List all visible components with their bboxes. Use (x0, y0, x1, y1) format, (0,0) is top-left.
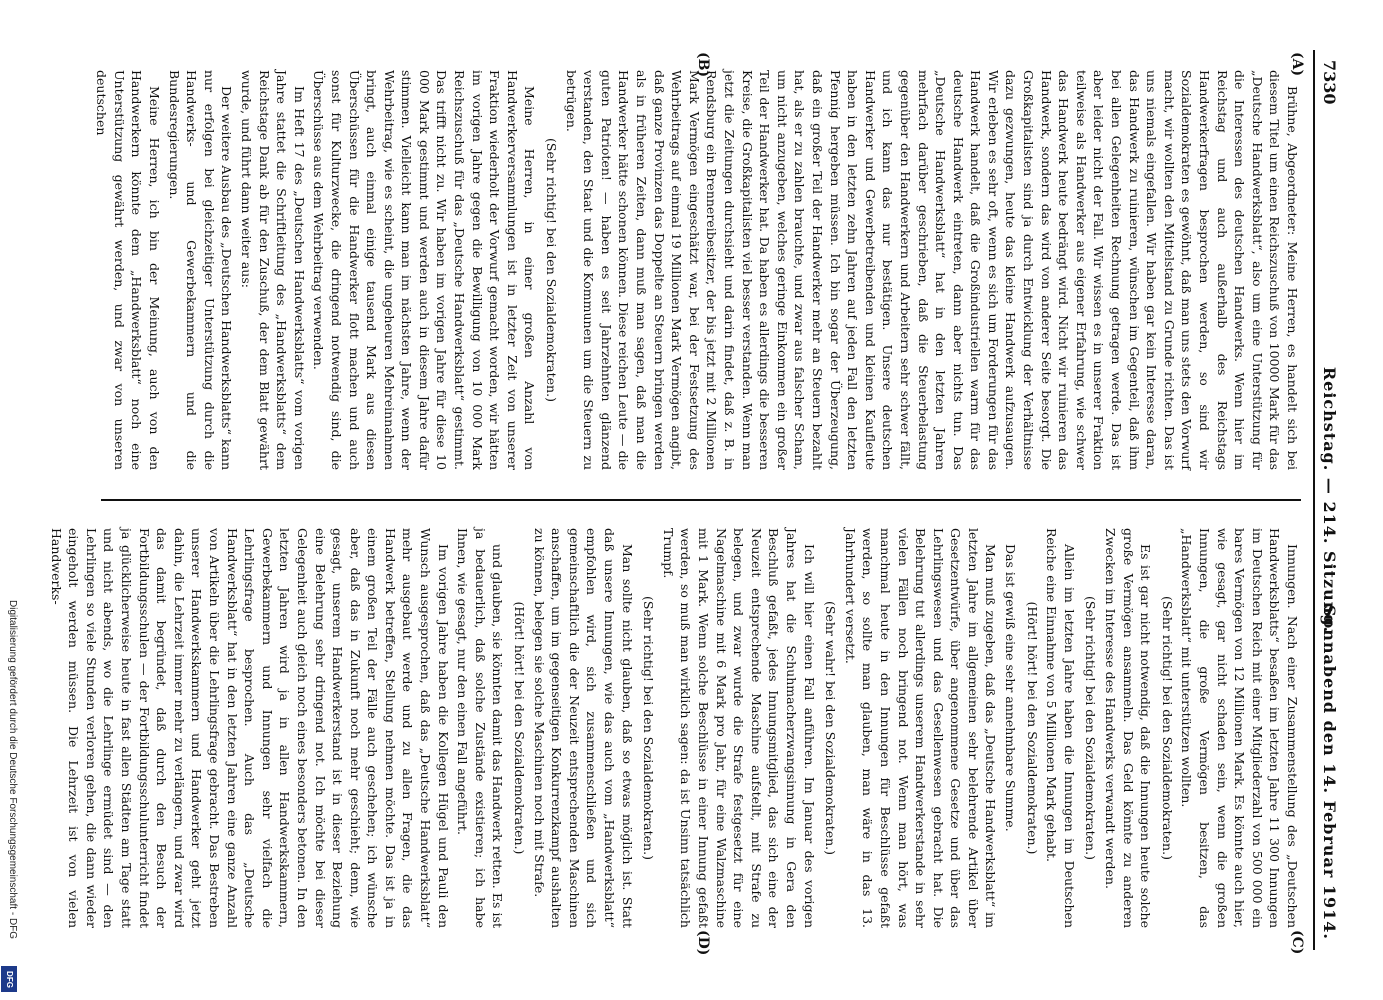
quote-paragraph: Der weitere Ausbau des „Deutschen Handwerksblatts“ kann nur erfolgen bei gleichzeitiger Unterstützung durch die Handwerks- und Gewerbekammern und die Bundesregierungen. (166, 70, 235, 470)
paragraph: und glauben, sie könnten damit das Handwerk retten. Es ist ja bedauerlich, daß solche Zustände existieren; ich habe Ihnen, wie gesagt, nur den einen Fall angeführt. (455, 528, 506, 928)
interjection: (Sehr wahr! bei den Sozialdemokraten.) (823, 600, 839, 856)
paragraph: Ich will hier einen Fall anführen. Im Januar des vorigen Jahres hat die Schuhmacherzwangsinnung in Gera den Beschluß gefaßt, jedes Innungsmitglied, das sich eine der Neuzeit entsprechende Maschine aufstellt, mit Strafe zu belegen, und zwar wurde die Strafe festgesetzt für eine Nagelmaschine mit 6 Mark pro Jahr, für eine Walzmaschine mit 1 Mark. Wenn solche Beschlüsse in einer Innung gefaßt werden, so muß man wirklich sagen: da ist Unsinn tatsächlich Trumpf. (660, 528, 817, 928)
paragraph: Es ist gar nicht notwendig, daß die Innungen heute solche große Vermögen ansammeln. Das Geld könnte zu anderen Zwecken im Interesse des Handwerks verwandt werden. (1103, 528, 1154, 928)
left-column (91, 70, 1301, 470)
interjection: (Sehr richtig! bei den Sozialdemokraten.) (544, 138, 560, 402)
marker-d: (D) (695, 930, 711, 956)
paragraph: Im vorigen Jahre haben die Kollegen Hügel und Pauli den Wunsch ausgesprochen, daß das „Deutsche Handwerksblatt“ mehr ausgebaut werde und zu allen Fragen, die das Handwerk betreffen, Stellung nehmen möchte. Das ist ja in einem großen Teil der Fälle auch geschehen; ich wünsche aber, daß das in Zukunft noch mehr geschieht; denn, wie gesagt, unserem Handwerkerstand ist in dieser Beziehung eine Belehrung sehr dringend not. Ich möchte bei dieser Gelegenheit auch gleich noch eines besonders betonen. In den letzten Jahren wird ja in allen Handwerkskammern, Gewerbekammern und Innungen sehr vielfach die Lehrlingsfrage besprochen. Auch das „Deutsche Handwerksblatt“ hat in den letzten Jahren eine ganze Anzahl von Artikeln über die Lehrlingsfrage gebracht. Das Bestreben unserer Handwerkskammern und Handwerker geht jetzt dahin, die Lehrzeit immer mehr zu verlängern, und zwar wird das damit begründet, daß durch den Besuch der Fortbildungsschulen — der Fortbildungsschulunterricht findet ja glücklicherweise heute in fast allen Städten am Tage statt und nicht abends, wo die Lehrlinge ermüdet sind — den Lehrlingen so viele Stunden verloren gehen, die dann wieder eingeholt werden müssen. Die Lehrzeit ist von vielen Handwerks- (48, 528, 451, 928)
marker-a: (A) (1289, 52, 1305, 77)
interjection: (Sehr richtig! bei den Sozialdemokraten.) (1083, 596, 1099, 860)
page-number: 7330 (1320, 60, 1339, 105)
paragraph: Allein im letzten Jahre haben die Innungen im Deutschen Reiche eine Einnahme von 5 Millionen Mark gehabt. (1044, 528, 1077, 928)
marker-b: (B) (695, 52, 711, 78)
digitization-credit (0, 600, 20, 1000)
paragraph: Man sollte nicht glauben, daß so etwas möglich ist. Statt daß unsere Innungen, wie das auch vom „Handwerksblatt“ empfohlen wird, sich zusammenschließen und sich gemeinschaftlich die der Neuzeit entsprechenden Maschinen anschaffen, um im gegenseitigen Konkurrenzkampf aushalten zu können, belegen sie solche Maschinen noch mit Strafe. (531, 528, 635, 928)
paragraph: Meine Herren, in einer großen Anzahl von Handwerkerversammlungen ist in letzter Zeit von unserer Fraktion wiederholt der Vorwurf gemacht worden, wir hätten im vorigen Jahre gegen die Bewilligung von 10 000 Mark Reichszuschuß für das „Deutsche Handwerksblatt“ gestimmt. Das trifft nicht zu. Wir haben im vorigen Jahre für diese 10 000 Mark gestimmt und werden auch in diesem Jahre dafür stimmen. Vielleicht kann man im nächsten Jahre, wenn der Wehrbeitrag, wie es scheint, die ungeheuren Mehreinnahmen bringt, auch einmal einige tausend Mark aus diesen Überschüssen für die Handwerker flott machen und auch sonst für Kulturzwecke, die dringend notwendig sind, die Überschüsse aus dem Wehrbeitrag verwenden. (311, 70, 538, 470)
marker-c: (C) (1289, 930, 1305, 955)
paragraph: Das ist gewiß eine sehr annehmbare Summe. (1003, 544, 1019, 832)
column-divider (101, 499, 1301, 501)
interjection: (Hört! hört! bei den Sozialdemokraten.) (1024, 601, 1040, 855)
paragraph: Man muß zugeben, daß das „Deutsche Handwerksblatt“ im letzten Jahre im allgemeinen sehr belehrende Artikel über Gesetzentwürfe, über angenommene Gesetze und über das Lehrlingswesen und das Gesellenwesen gebracht hat. Die Belehrung tut allerdings unserem Handwerkerstande in sehr vielen Fällen noch bringend not. Wenn man hört, was manchmal heute in den Innungen für Beschlüsse gefaßt werden, so sollte man glauben, man wäre in das 13. Jahrhundert versetzt. (842, 528, 999, 928)
interjection: (Hört! hört! bei den Sozialdemokraten.) (512, 601, 528, 855)
page-header (1303, 50, 1343, 950)
page-title: Reichstag. — 214. Sitzung. (1320, 366, 1339, 634)
interjection: (Sehr richtig! bei den Sozialdemokraten.) (641, 596, 657, 860)
right-column (48, 528, 1301, 928)
page-date: Sonnabend den 14. Februar 1914. (1320, 605, 1339, 940)
paragraph: Brühne, Abgeordneter: Meine Herren, es handelt sich bei diesem Titel um einen Reichszuschuß von 10000 Mark für das „Deutsche Handwerksblatt“, also um eine Unterstützung für die Interessen des deutschen Handwerks. Wenn hier im Reichstag und auch außerhalb des Reichstags Handwerkerfragen besprochen werden, so sind wir Sozialdemokraten es gewöhnt, daß man uns stets den Vorwurf macht, wir wollten den Mittelstand zu Grunde richten. Das ist uns niemals eingefallen. Wir haben gar kein Interesse daran, das Handwerk zu ruinieren, wünschen im Gegenteil, daß ihm bei allen Gelegenheiten Rechnung getragen werde. Das ist aber leider nicht der Fall. Wir wissen es in unserer Fraktion teilweise als Handwerker aus eigener Erfahrung, wie schwer das Handwerk heute bedrängt wird. Nicht wir ruinieren das Handwerk, sondern das wird von anderer Seite besorgt. Die Großkapitalisten sind ja durch Entwicklung der Verhältnisse dazu gezwungen, heute das kleine Handwerk aufzusaugen. Wir erleben es sehr oft, wenn es sich um Forderungen für das Handwerk handelt, daß die Großindustriellen warm für das deutsche Handwerk eintreten, dann aber nichts tun. Das „Deutsche Handwerksblatt“ hat in den letzten Jahren mehrfach darüber geschrieben, daß die Steuerbelastung gegenüber den Handwerkern und Arbeitern sehr schwer fällt, und ich kann das nur bestätigen. Unsere deutschen Handwerker und Gewerbetreibenden und kleinen Kaufleute haben in den letzten zehn Jahren auf jeden Fall den letzten Pfennig hergeben müssen. Ich bin sogar der Überzeugung, daß ein großer Teil der Handwerker mehr an Steuern bezahlt hat, als er zu zahlen brauchte, und zwar aus falscher Scham, um nicht anzugeben, welches geringe Einkommen ein großer Teil der Handwerker hat. Da haben es allerdings die besseren Kreise, die Großkapitalisten viel besser verstanden. Wenn man jetzt die Zeitungen durchsieht und darin findet, daß z. B. in Rendsburg ein Brennereibesitzer, der bis jetzt mit 2 Millionen Mark Vermögen eingeschätzt war, bei der Festsetzung des Wehrbeitrags auf einmal 19 Millionen Mark Vermögen angibt, daß ganze Provinzen das Doppelte an Steuern bringen werden als in früheren Zeiten, dann muß man sagen, daß man die Handwerker hätte schonen können. Diese reichen Leute — die guten Patrioten! — haben es seit Jahrzehnten glänzend verstanden, den Staat und die Kommunen um die Steuern zu betrügen. (563, 70, 1300, 470)
interjection: (Sehr richtig! bei den Sozialdemokraten.) (1159, 596, 1175, 860)
header-rule (1313, 50, 1315, 950)
paragraph: Im Heft 17 des „Deutschen Handwerksblatts“ vom vorigen Jahre stattet die Schriftleitung des „Handwerksblatts“ dem Reichstage Dank ab für den Zuschuß, der dem Blatt gewährt wurde, und führt dann weiter aus: (238, 70, 307, 470)
paragraph: Innungen. Nach einer Zusammenstellung des „Deutschen Handwerksblatts“ besaßen im letzten Jahre 11 300 Innungen im Deutschen Reich mit einer Mitgliederzahl von 500 000 ein bares Vermögen von 12 Millionen Mark. Es könnte auch hier, wie gesagt, gar nicht schaden sein, wenn die großen Innungen, die große Vermögen besitzen, das „Handwerksblatt“ mit unterstützen wollten. (1179, 528, 1300, 928)
dfg-logo-text: DFG (4, 970, 14, 988)
paragraph: Meine Herren, ich bin der Meinung, auch von den Handwerkern könnte dem „Handwerksblatt“ noch eine Unterstützung gewährt werden, und zwar von unseren deutschen (94, 70, 162, 470)
newspaper-page (31, 50, 1351, 956)
dfg-logo (1, 966, 17, 992)
credit-text: Digitalisierung gefördert durch die Deutsche Forschungsgemeinschaft - DFG (7, 600, 18, 940)
